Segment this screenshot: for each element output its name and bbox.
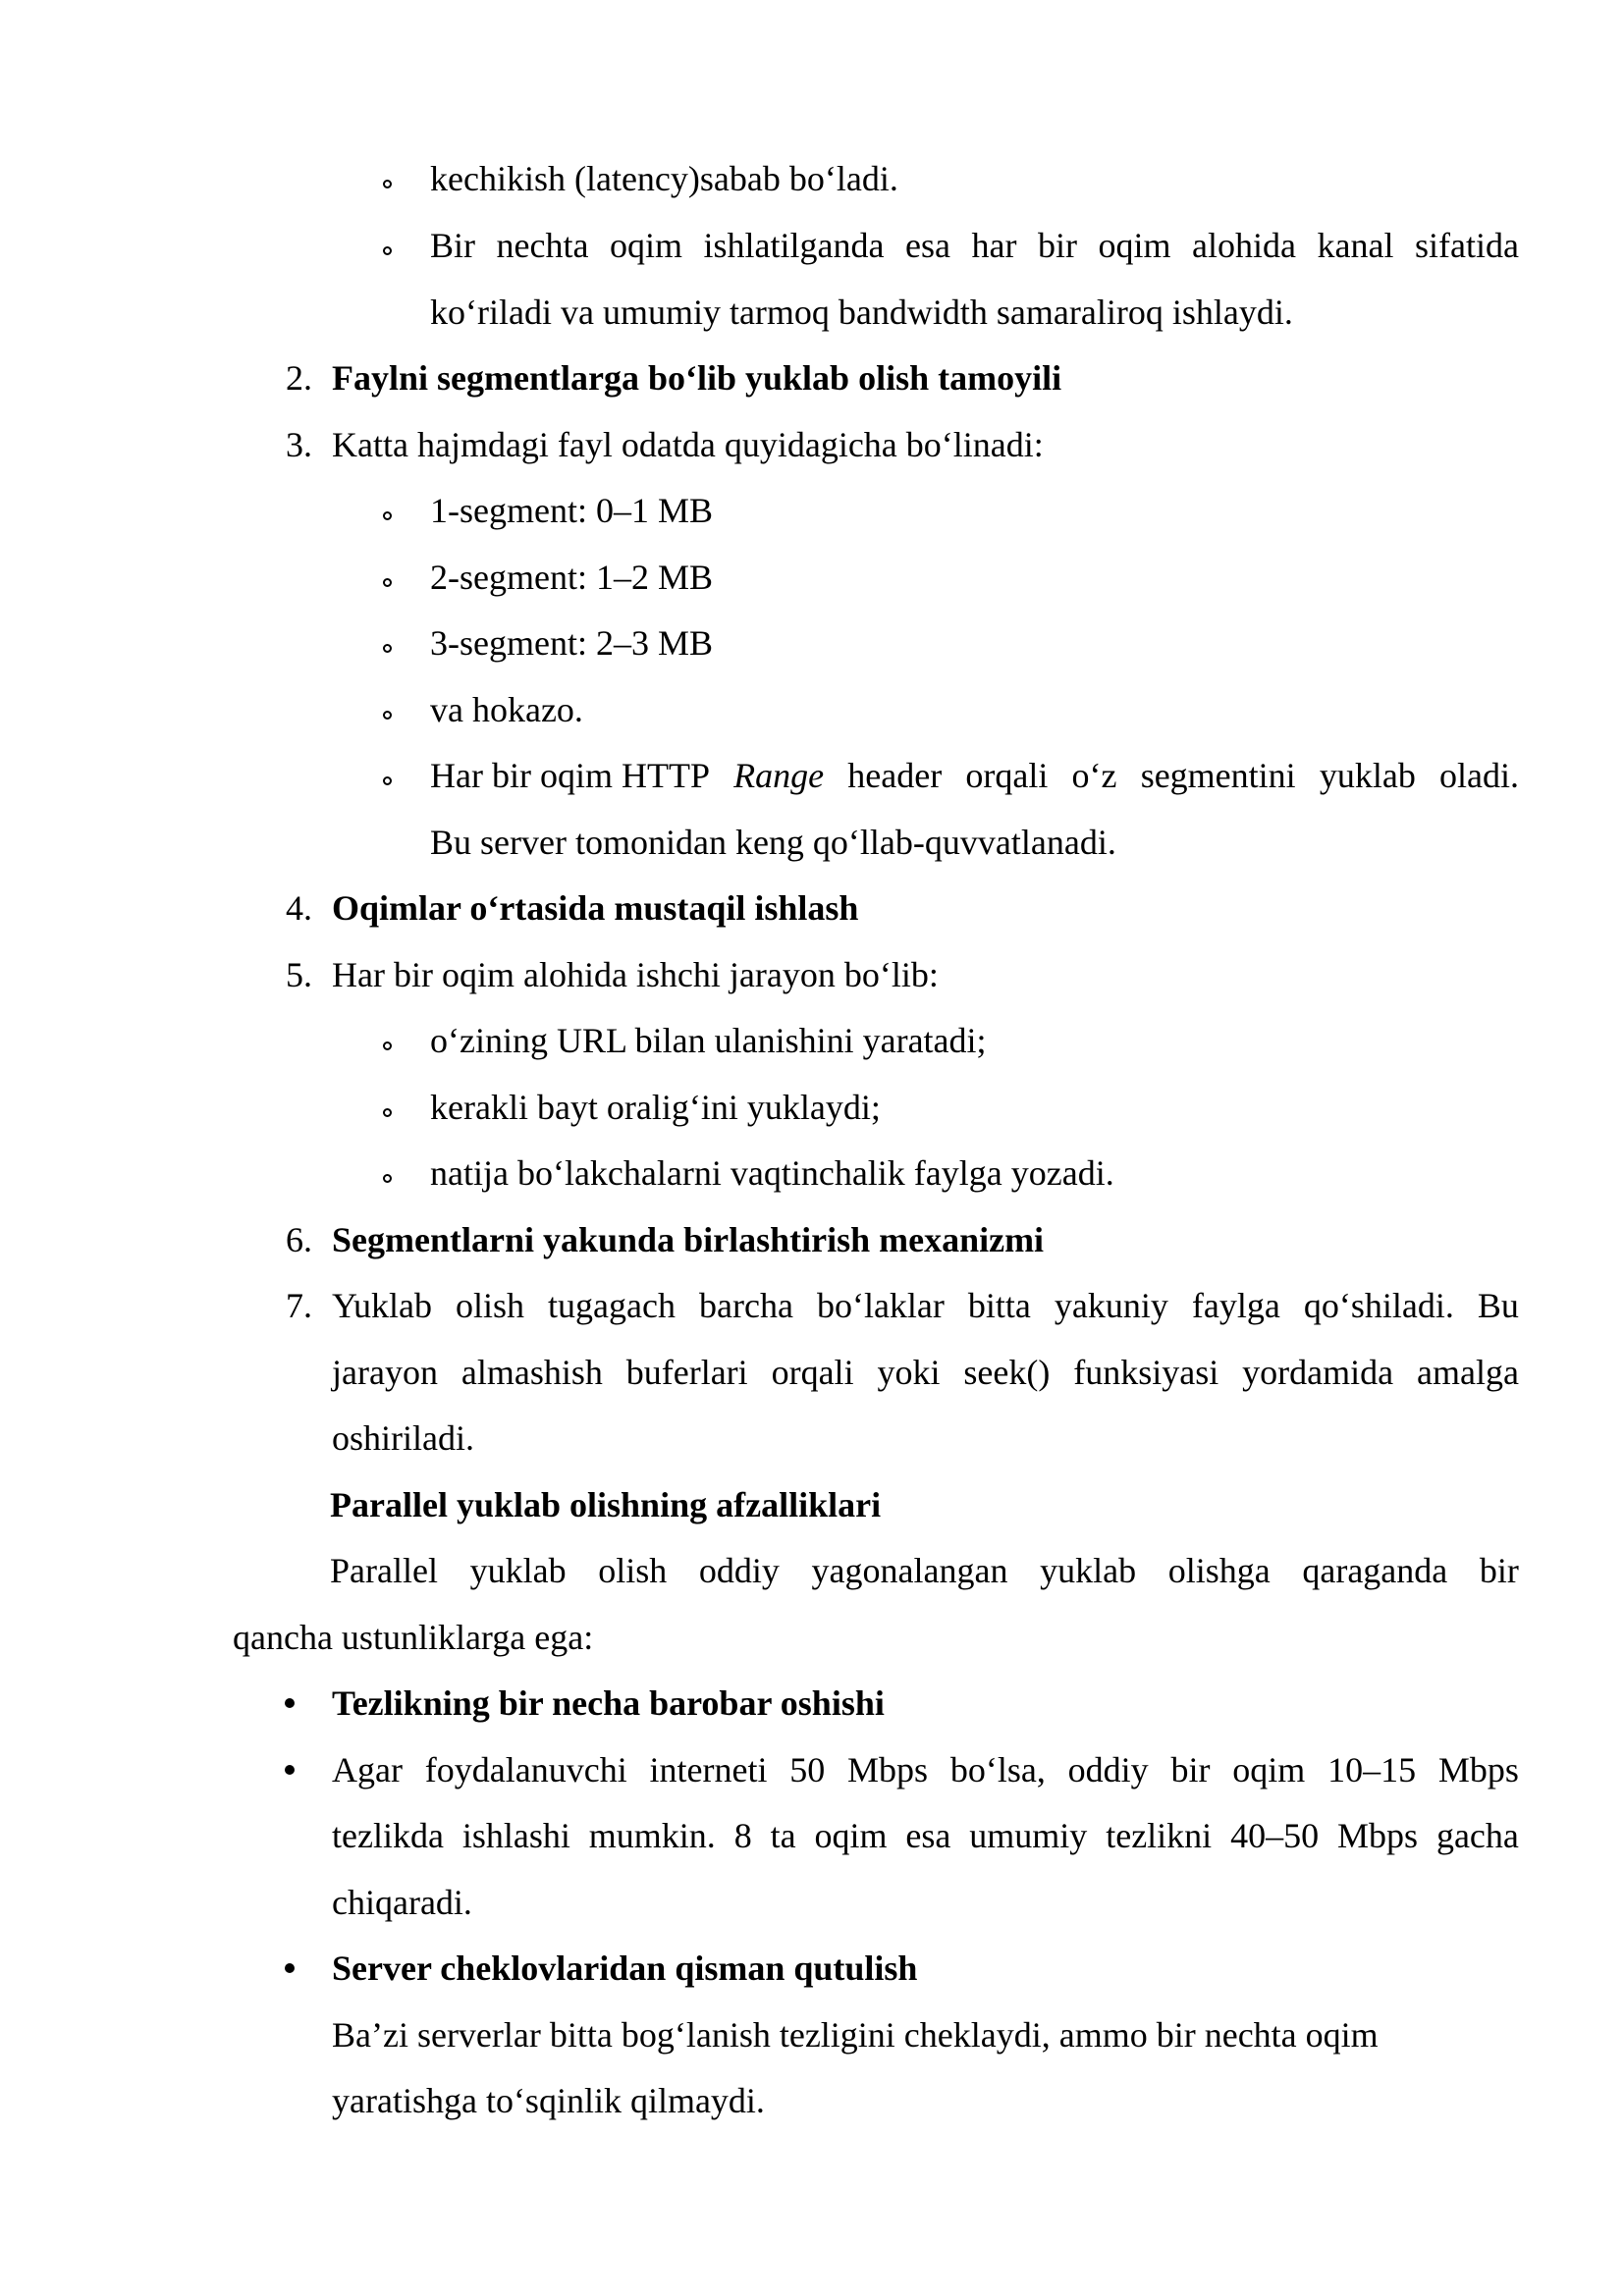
- sub-item-segment-2: 2-segment: 1–2 MB: [430, 558, 713, 597]
- bullet-heading: Server cheklovlaridan qisman qutulish: [332, 1949, 918, 1988]
- word: yoki: [877, 1353, 941, 1392]
- word: olish: [456, 1286, 525, 1325]
- word: bitta: [967, 1286, 1031, 1325]
- word: bir: [1037, 226, 1077, 265]
- word: buferlari: [625, 1353, 748, 1392]
- list-item-text: Katta hajmdagi fayl odatda quyidagicha bo‘linadi:: [332, 425, 1044, 464]
- word: Parallel: [330, 1551, 438, 1590]
- word: 8: [733, 1816, 752, 1855]
- list-item-text-line2: [332, 1351, 1519, 1394]
- bullet-text-line2: [332, 1814, 1519, 1857]
- bullet-text-line1: [332, 1748, 1519, 1791]
- circle-bullet-icon: [383, 711, 392, 720]
- word: alohida: [1192, 226, 1296, 265]
- word: bo‘lsa,: [949, 1750, 1046, 1789]
- circle-bullet-icon: [383, 776, 392, 785]
- sub-item-streams-line1: [430, 224, 1519, 267]
- word: Mbps: [847, 1750, 929, 1789]
- word: oqim: [609, 226, 682, 265]
- section-heading: Parallel yuklab olishning afzalliklari: [330, 1485, 882, 1524]
- circle-bullet-icon: [383, 644, 392, 653]
- list-number: 4.: [286, 888, 312, 928]
- word: yuklab: [1040, 1551, 1137, 1590]
- word: header: [847, 756, 943, 795]
- word: bir: [1170, 1750, 1211, 1789]
- word: faylga: [1191, 1286, 1280, 1325]
- sub-item-range: kerakli bayt oralig‘ini yuklaydi;: [430, 1088, 881, 1127]
- word: Bir: [430, 226, 476, 265]
- word: Mbps: [1437, 1750, 1519, 1789]
- word: oddiy: [1067, 1750, 1149, 1789]
- sub-item-streams-line2: ko‘riladi va umumiy tarmoq bandwidth samaraliroq ishlaydi.: [430, 293, 1293, 332]
- list-item-text-line1: [332, 1284, 1519, 1327]
- word: jarayon: [332, 1353, 438, 1392]
- word: segmentini: [1140, 756, 1296, 795]
- word: yuklab: [1319, 756, 1416, 795]
- paragraph-line2: qancha ustunliklarga ega:: [233, 1618, 594, 1657]
- range-term: Range: [733, 756, 825, 795]
- sub-item-segment-1: 1-segment: 0–1 MB: [430, 491, 713, 530]
- list-number: 7.: [286, 1286, 312, 1325]
- sub-item-segment-3: 3-segment: 2–3 MB: [430, 623, 713, 663]
- list-item-heading: Oqimlar o‘rtasida mustaqil ishlash: [332, 888, 859, 928]
- word: 50: [789, 1750, 826, 1789]
- word: mumkin.: [588, 1816, 716, 1855]
- list-number: 5.: [286, 955, 312, 994]
- circle-bullet-icon: [383, 246, 392, 255]
- list-number: 6.: [286, 1220, 312, 1259]
- circle-bullet-icon: [383, 511, 392, 520]
- word: almashish: [460, 1353, 603, 1392]
- bullet-text-line3: chiqaradi.: [332, 1883, 472, 1922]
- word: oddiy: [698, 1551, 780, 1590]
- range-prefix: Har bir oqim HTTP: [430, 756, 710, 795]
- word: 10–15: [1327, 1750, 1417, 1789]
- circle-bullet-icon: [383, 1174, 392, 1183]
- word: bir: [1479, 1551, 1519, 1590]
- bullet-icon: [285, 1698, 295, 1708]
- word: qo‘shiladi.: [1303, 1286, 1454, 1325]
- word: orqali: [771, 1353, 854, 1392]
- word: amalga: [1417, 1353, 1519, 1392]
- bullet-text-line: yaratishga to‘sqinlik qilmaydi.: [332, 2081, 765, 2120]
- word: ishlatilganda: [703, 226, 885, 265]
- list-number: 3.: [286, 425, 312, 464]
- word: umumiy: [969, 1816, 1088, 1855]
- circle-bullet-icon: [383, 180, 392, 188]
- word: yagonalangan: [811, 1551, 1008, 1590]
- word: bo‘laklar: [816, 1286, 945, 1325]
- sub-item-range-line1: [430, 754, 1519, 797]
- bullet-text-line: Ba’zi serverlar bitta bog‘lanish tezligini cheklaydi, ammo bir nechta oqim: [332, 2015, 1379, 2055]
- word: sifatida: [1414, 226, 1519, 265]
- word: 40–50: [1230, 1816, 1320, 1855]
- sub-item-etc: va hokazo.: [430, 690, 583, 729]
- list-item-heading: Segmentlarni yakunda birlashtirish mexanizmi: [332, 1220, 1045, 1259]
- word: qaraganda: [1302, 1551, 1448, 1590]
- word: esa: [905, 1816, 951, 1855]
- word: Bu: [1477, 1286, 1519, 1325]
- word: funksiyasi: [1073, 1353, 1219, 1392]
- circle-bullet-icon: [383, 1041, 392, 1050]
- word: ishlashi: [461, 1816, 570, 1855]
- word: yakuniy: [1054, 1286, 1168, 1325]
- word: Mbps: [1337, 1816, 1419, 1855]
- word: interneti: [649, 1750, 768, 1789]
- word: olish: [598, 1551, 668, 1590]
- sub-item-range-line2: Bu server tomonidan keng qo‘llab-quvvatlanadi.: [430, 823, 1116, 862]
- word: olishga: [1167, 1551, 1271, 1590]
- list-item-text-line3: oshiriladi.: [332, 1418, 474, 1458]
- sub-item-latency: kechikish (latency)sabab bo‘ladi.: [430, 159, 898, 198]
- word: oladi.: [1439, 756, 1519, 795]
- bullet-heading: Tezlikning bir necha barobar oshishi: [332, 1683, 885, 1723]
- word: har: [971, 226, 1017, 265]
- paragraph-line1: [330, 1549, 1519, 1592]
- word: esa: [905, 226, 950, 265]
- word: orqali: [965, 756, 1049, 795]
- word: o‘z: [1071, 756, 1117, 795]
- circle-bullet-icon: [383, 1108, 392, 1117]
- word: oqim: [814, 1816, 888, 1855]
- word: nechta: [496, 226, 589, 265]
- word: oqim: [1232, 1750, 1306, 1789]
- word: foydalanuvchi: [424, 1750, 627, 1789]
- word: ta: [770, 1816, 796, 1855]
- list-item-text: Har bir oqim alohida ishchi jarayon bo‘lib:: [332, 955, 939, 994]
- word: oqim: [1098, 226, 1171, 265]
- word: yuklab: [469, 1551, 567, 1590]
- word: Yuklab: [332, 1286, 432, 1325]
- sub-item-write: natija bo‘lakchalarni vaqtinchalik faylga yozadi.: [430, 1153, 1114, 1193]
- word: yordamida: [1242, 1353, 1394, 1392]
- word: tezlikda: [332, 1816, 444, 1855]
- list-number: 2.: [286, 358, 312, 398]
- word: tugagach: [548, 1286, 676, 1325]
- word: kanal: [1317, 226, 1394, 265]
- word: seek(): [963, 1353, 1051, 1392]
- bullet-icon: [285, 1765, 295, 1775]
- bullet-icon: [285, 1963, 295, 1973]
- list-item-heading: Faylni segmentlarga bo‘lib yuklab olish tamoyili: [332, 358, 1062, 398]
- word: gacha: [1435, 1816, 1519, 1855]
- sub-item-url: o‘zining URL bilan ulanishini yaratadi;: [430, 1021, 987, 1060]
- word: Agar: [332, 1750, 403, 1789]
- word: tezlikni: [1106, 1816, 1213, 1855]
- circle-bullet-icon: [383, 578, 392, 587]
- word: barcha: [699, 1286, 793, 1325]
